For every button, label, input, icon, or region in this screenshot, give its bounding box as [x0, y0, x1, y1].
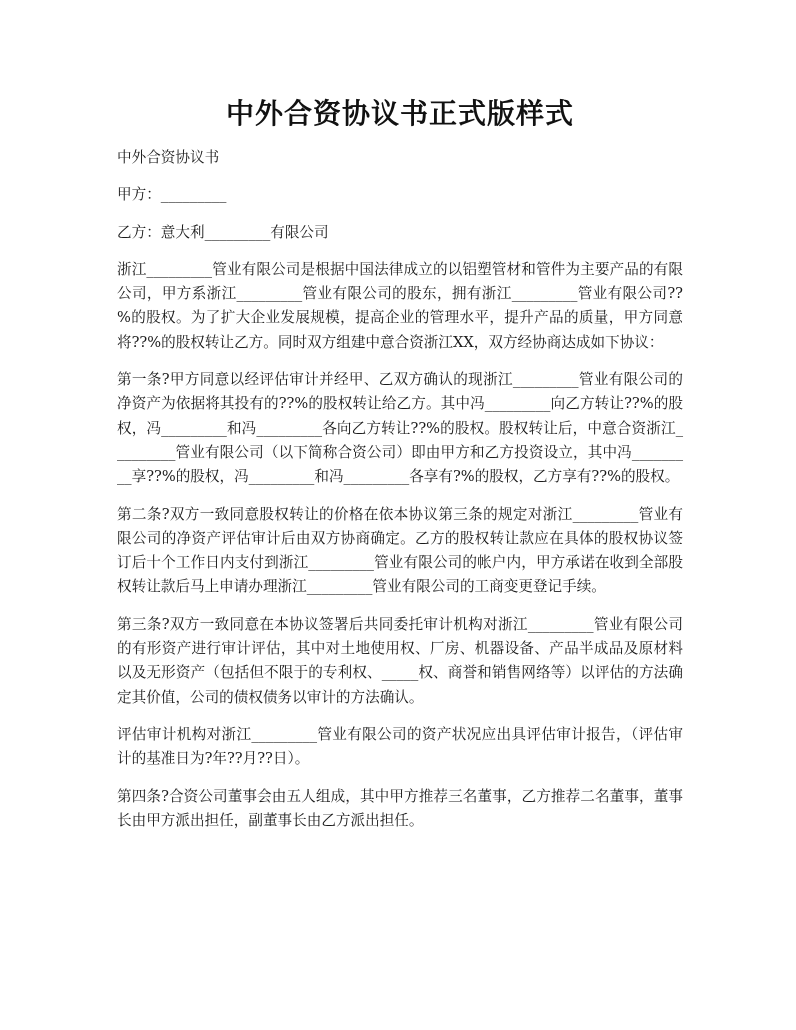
document-page	[117, 0, 683, 833]
evaluation-report-paragraph: 评估审计机构对浙江_________管业有限公司的资产状况应出具评估审计报告，（评估审计的基准日为?年??月??日）。	[117, 725, 683, 768]
article-4-paragraph: 第四条?合资公司董事会由五人组成，其中甲方推荐三名董事，乙方推荐二名董事，董事长由甲方派出担任，副董事长由乙方派出担任。	[117, 787, 683, 829]
article-1-paragraph: 第一条?甲方同意以经评估审计并经甲、乙双方确认的现浙江_________管业有限公司的净资产为依据将其投有的??%的股权转让给乙方。其中冯_________向乙方转让??%的股权，冯_________和冯_________各向乙方转让??%的股权。股权转让后，中意合资浙江_________管业有限公司（以下简称合资公司）即由甲方和乙方投资设立，其中冯_________享??%的股权，冯_________和冯_________各享有?%的股权，乙方享有??%的股权。	[117, 371, 683, 486]
party-b-line: 乙方：意大利_________有限公司	[117, 223, 329, 241]
article-3-paragraph: 第三条?双方一致同意在本协议签署后共同委托审计机构对浙江_________管业有限公司的有形资产进行审计评估，其中对土地使用权、厂房、机器设备、产品半成品及原材料以及无形资产（包括但不限于的专利权、_____权、商誉和销售网络等）以评估的方法确定其价值，公司的债权债务以审计的方法确认。	[117, 615, 683, 706]
intro-paragraph: 浙江_________管业有限公司是根据中国法律成立的以铝塑管材和管件为主要产品的有限公司，甲方系浙江_________管业有限公司的股东，拥有浙江_________管业有限公司??%的股权。为了扩大企业发展规模，提高企业的管理水平，提升产品的质量，甲方同意将??%的股权转让乙方。同时双方组建中意合资浙江XX，双方经协商达成如下协议：	[117, 260, 683, 351]
document-title: 中外合资协议书正式版样式	[225, 97, 574, 130]
party-a-line: 甲方：_________	[117, 186, 227, 204]
agreement-subtitle: 中外合资协议书	[117, 149, 220, 166]
article-2-paragraph: 第二条?双方一致同意股权转让的价格在依本协议第三条的规定对浙江_________管业有限公司的净资产评估审计后由双方协商确定。乙方的股权转让款应在具体的股权协议签订后十个工作日内支付到浙江_________管业有限公司的帐户内，甲方承诺在收到全部股权转让款后马上申请办理浙江_________管业有限公司的工商变更登记手续。	[117, 505, 683, 596]
